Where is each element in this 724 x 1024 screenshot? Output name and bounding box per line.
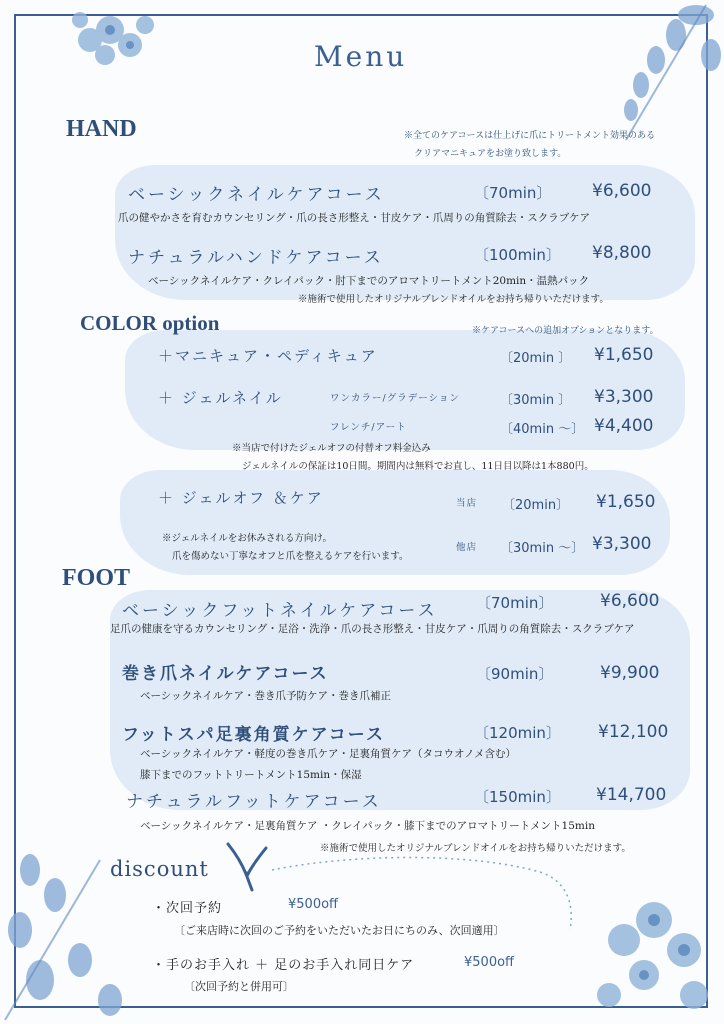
course-price: ¥9,900 bbox=[600, 663, 660, 683]
geloff-duration: 〔30min 〜〕 bbox=[500, 541, 585, 556]
geloff-label: 当店 bbox=[456, 498, 478, 509]
geloff-duration: 〔20min〕 bbox=[502, 498, 570, 513]
option-name: ＋マニキュア・ペディキュア bbox=[158, 347, 378, 365]
discount-label: ・次回予約 bbox=[152, 901, 223, 916]
hand-note-line1: ※全てのケアコースは仕上げに爪にトリートメント効果のある bbox=[404, 131, 656, 141]
course-duration: 〔100min〕 bbox=[474, 246, 561, 264]
course-price: ¥6,600 bbox=[592, 181, 652, 201]
course-desc-2: 膝下までのフットトリートメント15min・保湿 bbox=[140, 769, 362, 781]
discount-note: 〔次回予約と併用可〕 bbox=[184, 980, 294, 993]
course-price: ¥8,800 bbox=[592, 243, 652, 263]
course-name: フットスパ足裏角質ケアコース bbox=[122, 725, 385, 745]
course-desc: 足爪の健康を守るカウンセリング・足浴・洗浄・爪の長さ形整え・甘皮ケア・爪周りの角質除去・スクラブケア bbox=[110, 623, 635, 635]
geloff-label: 他店 bbox=[456, 542, 478, 553]
option-price: ¥3,300 bbox=[594, 387, 654, 407]
course-desc: ベーシックネイルケア・クレイパック・肘下までのアロマトリートメント20min・温熱パック bbox=[148, 275, 590, 287]
option-sub: ワンカラー/グラデーション bbox=[330, 393, 460, 404]
hand-note-line2: クリアマニキュアをお塗り致します。 bbox=[414, 149, 567, 159]
hand-heading: HAND bbox=[66, 116, 137, 142]
geloff-price: ¥3,300 bbox=[592, 534, 652, 554]
option-price: ¥4,400 bbox=[594, 416, 654, 436]
course-duration: 〔120min〕 bbox=[474, 724, 561, 742]
option-duration: 〔40min 〜〕 bbox=[500, 422, 585, 437]
discount-heading: discount bbox=[110, 857, 209, 881]
course-name: 巻き爪ネイルケアコース bbox=[122, 664, 329, 684]
flower-icon bbox=[584, 880, 724, 1024]
course-price: ¥6,600 bbox=[600, 591, 660, 611]
option-duration: 〔30min 〕 bbox=[500, 393, 572, 408]
color-heading: COLOR option bbox=[80, 311, 220, 335]
discount-price: ¥500off bbox=[288, 897, 338, 912]
course-price: ¥14,700 bbox=[596, 785, 667, 805]
course-desc: 爪の健やかさを育むカウンセリング・爪の長さ形整え・甘皮ケア・爪周りの角質除去・スクラブケア bbox=[118, 212, 590, 224]
dotted-line bbox=[270, 852, 580, 932]
flower-icon bbox=[60, 0, 170, 80]
option-sub: フレンチ/アート bbox=[330, 422, 407, 433]
discount-note: 〔ご来店時に次回のご予約をいただいたお日にちのみ、次回適用〕 bbox=[174, 924, 505, 937]
course-name: ベーシックネイルケアコース bbox=[128, 185, 385, 205]
color-note: ※ケアコースへの追加オプションとなります。 bbox=[472, 326, 659, 336]
course-name: ナチュラルハンドケアコース bbox=[128, 248, 384, 268]
option-duration: 〔20min 〕 bbox=[500, 351, 572, 366]
geloff-note-1: ※ジェルネイルをお休みされる方向け。 bbox=[162, 533, 332, 544]
course-duration: 〔90min〕 bbox=[476, 665, 554, 683]
page-title: Menu bbox=[314, 40, 408, 73]
gel-note-2: ジェルネイルの保証は10日間。期間内は無料でお直し、11日目以降は1本880円。 bbox=[242, 461, 594, 472]
course-name: ベーシックフットネイルケアコース bbox=[122, 601, 438, 621]
course-desc: ベーシックネイルケア・足裏角質ケア ・クレイパック・膝下までのアロマトリートメント15min bbox=[140, 820, 595, 832]
course-name: ナチュラルフットケアコース bbox=[126, 792, 382, 812]
discount-price: ¥500off bbox=[464, 955, 514, 970]
option-name: ＋ ジェルネイル bbox=[158, 389, 283, 407]
gel-note-1: ※当店で付けたジェルオフの付替オフ料金込み bbox=[232, 443, 431, 454]
nail-nipper-icon bbox=[222, 840, 272, 896]
foot-heading: FOOT bbox=[62, 565, 131, 591]
course-note: ※施術で使用したオリジナルブレンドオイルをお持ち帰りいただけます。 bbox=[320, 843, 631, 854]
discount-label: ・手のお手入れ ＋ 足のお手入れ同日ケア bbox=[152, 958, 415, 973]
geloff-price: ¥1,650 bbox=[596, 492, 656, 512]
course-desc: ベーシックネイルケア・巻き爪予防ケア・巻き爪補正 bbox=[140, 690, 392, 702]
geloff-name: ＋ ジェルオフ ＆ケア bbox=[158, 489, 324, 507]
option-price: ¥1,650 bbox=[594, 345, 654, 365]
course-duration: 〔150min〕 bbox=[474, 788, 561, 806]
course-note: ※施術で使用したオリジナルブレンドオイルをお持ち帰りいただけます。 bbox=[298, 294, 609, 305]
course-desc: ベーシックネイルケア・軽度の巻き爪ケア・足裏角質ケア（タコウオノメ含む） bbox=[140, 748, 517, 760]
course-duration: 〔70min〕 bbox=[474, 184, 552, 202]
course-price: ¥12,100 bbox=[598, 722, 669, 742]
geloff-note-2: 爪を傷めない丁寧なオフと爪を整えるケアを行います。 bbox=[172, 551, 409, 562]
course-duration: 〔70min〕 bbox=[476, 594, 554, 612]
